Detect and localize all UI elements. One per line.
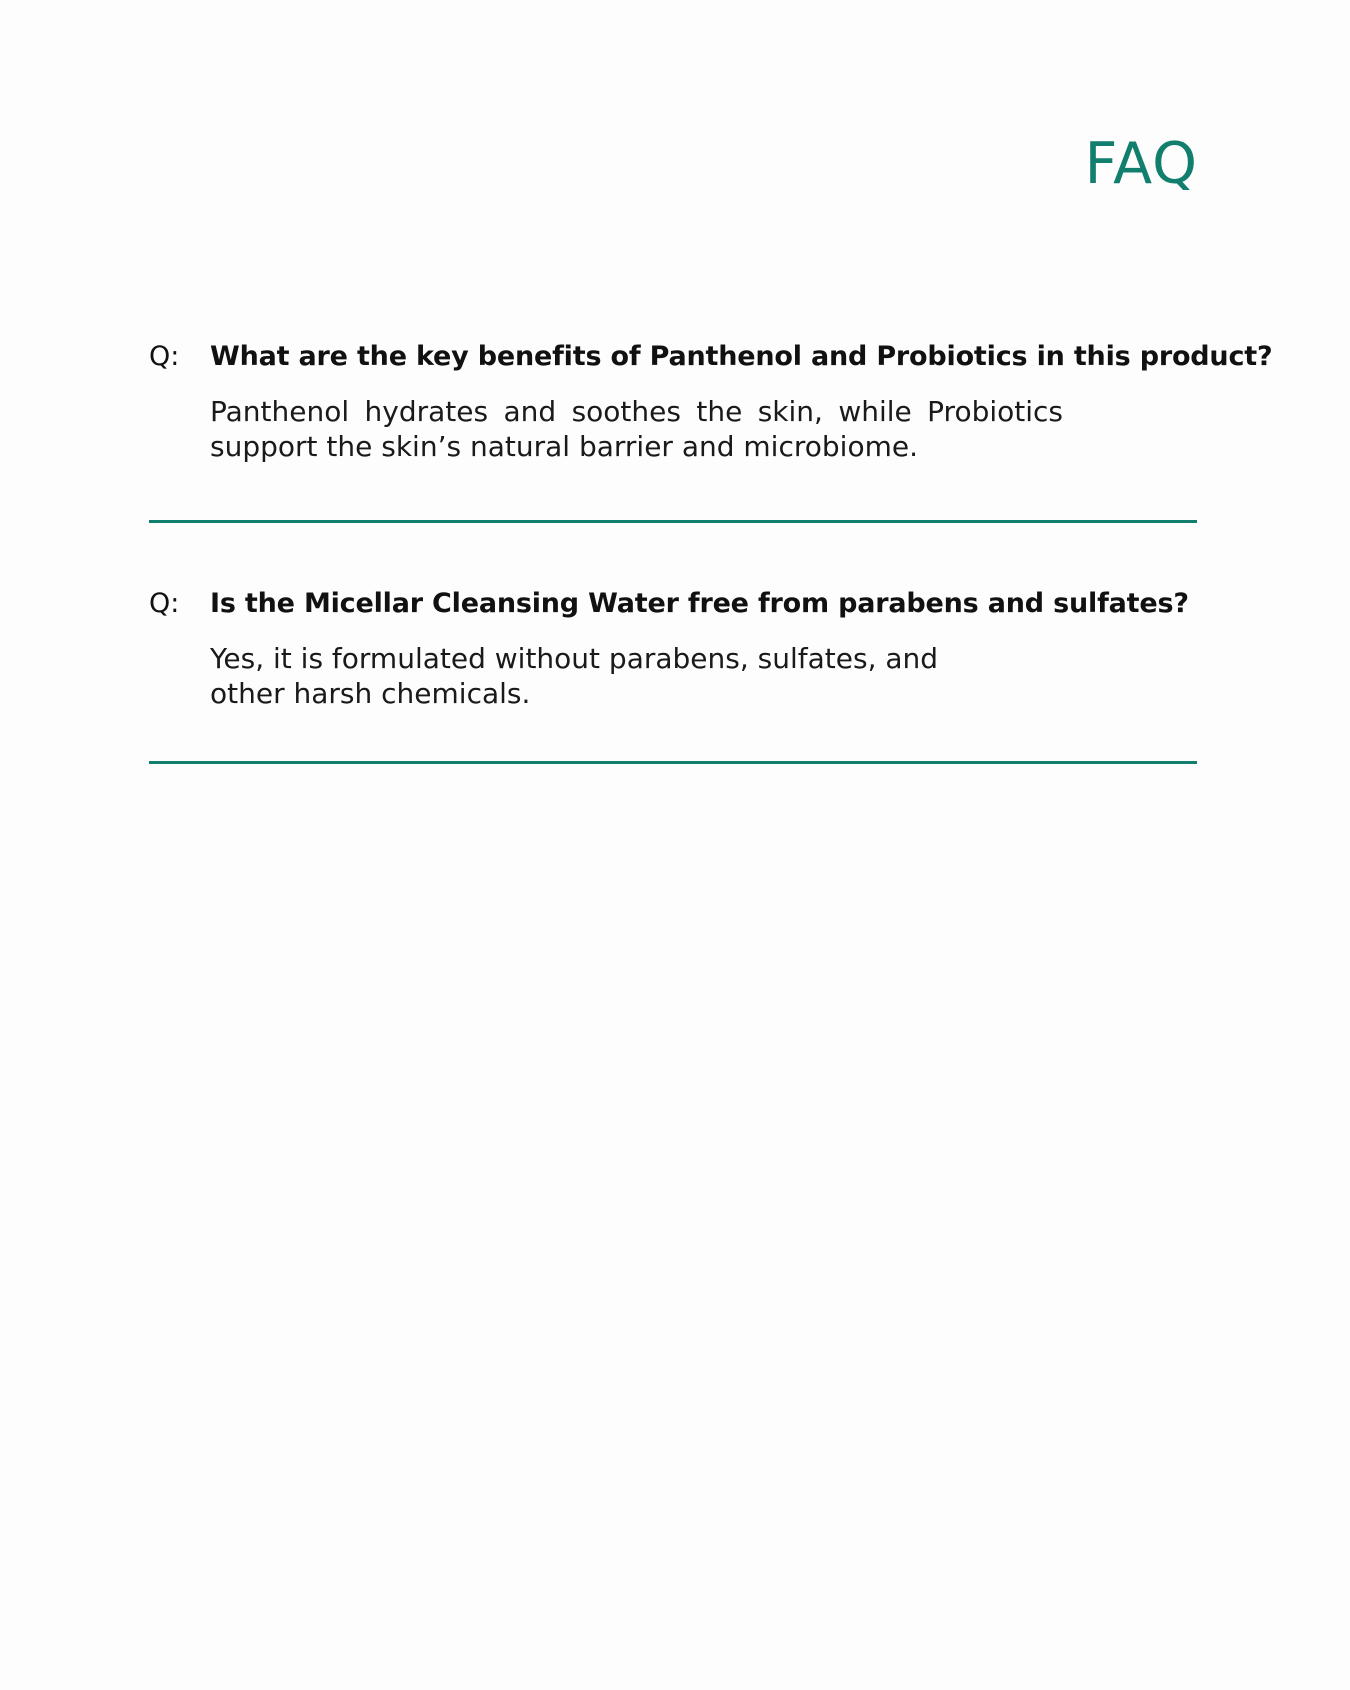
faq-item — [149, 338, 1273, 523]
question-text: What are the key benefits of Panthenol and Probiotics in this product? — [210, 341, 1273, 372]
question-label: Q: — [149, 341, 180, 372]
faq-list — [149, 338, 1273, 826]
answer-text: Yes, it is formulated without parabens, sulfates, and other harsh chemicals. — [210, 642, 939, 710]
question-text: Is the Micellar Cleansing Water free from parabens and sulfates? — [210, 588, 1189, 619]
answer-text: Panthenol hydrates and soothes the skin, while Probiotics support the skin’s natural barrier and microbiome. — [210, 395, 1063, 463]
question-label: Q: — [149, 588, 180, 619]
page-title: FAQ — [1084, 131, 1198, 197]
faq-item — [149, 585, 1197, 764]
